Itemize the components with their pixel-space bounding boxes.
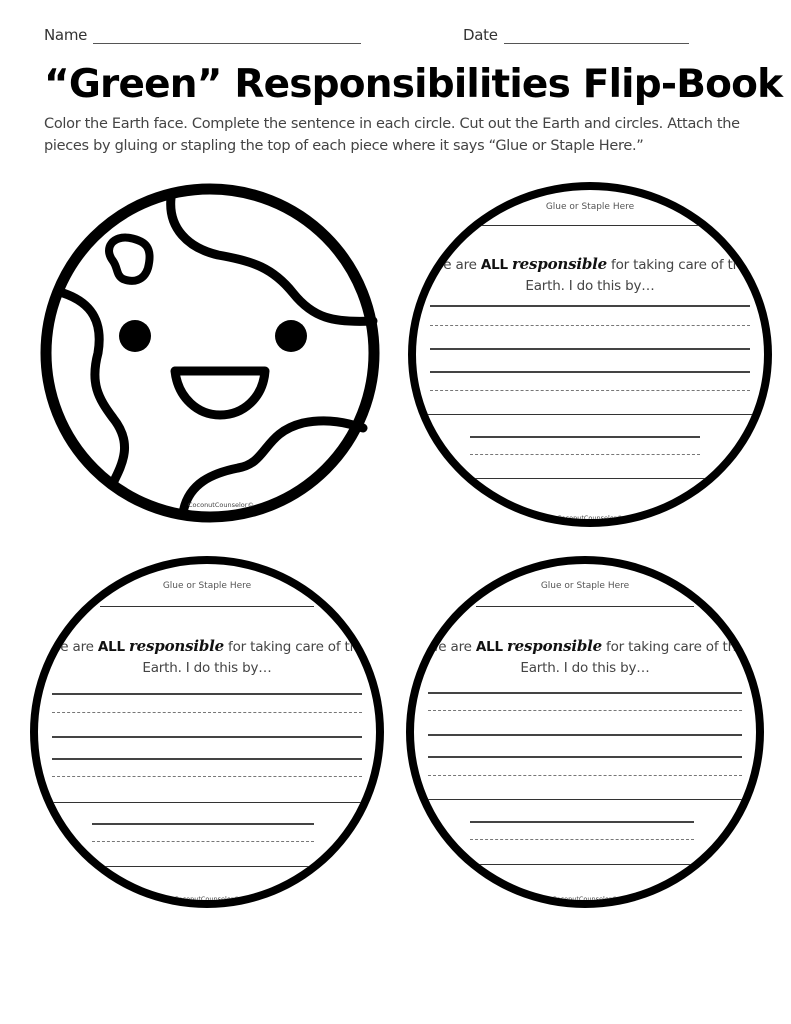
writing-line[interactable] — [428, 734, 742, 736]
writing-line[interactable] — [52, 758, 362, 760]
responsibility-circle-1 — [408, 182, 772, 527]
card-credit: CoconutCounselor© — [552, 895, 618, 903]
name-blank-line[interactable] — [93, 29, 361, 44]
writing-line[interactable] — [472, 864, 698, 865]
responsibility-circle-2 — [30, 556, 384, 908]
writing-line[interactable] — [430, 305, 750, 307]
fold-line — [478, 225, 702, 226]
glue-label: Glue or Staple Here — [162, 581, 252, 591]
card-credit: CoconutCounselor© — [174, 895, 240, 903]
writing-line[interactable] — [472, 478, 708, 479]
page-title: “Green” Responsibilities Flip-Book — [44, 62, 783, 107]
earth-cutout — [38, 183, 382, 523]
writing-line[interactable] — [428, 692, 742, 694]
writing-line[interactable] — [92, 823, 314, 825]
earth-smiley-face-icon — [38, 183, 382, 523]
writing-line[interactable] — [428, 756, 742, 758]
date-label: Date — [463, 26, 498, 44]
date-field[interactable] — [463, 26, 689, 44]
writing-line[interactable] — [48, 802, 366, 803]
prompt-text: We are ALL responsible for taking care of the Earth. I do this by… — [425, 637, 745, 676]
writing-line[interactable] — [424, 799, 746, 800]
name-label: Name — [44, 26, 88, 44]
writing-line[interactable] — [96, 866, 318, 867]
writing-midline — [52, 712, 362, 713]
writing-midline — [470, 454, 700, 455]
writing-midline — [52, 776, 362, 777]
writing-midline — [430, 325, 750, 326]
date-blank-line[interactable] — [504, 29, 689, 44]
writing-line[interactable] — [52, 693, 362, 695]
writing-midline — [430, 390, 750, 391]
writing-midline — [92, 841, 314, 842]
card-credit: CoconutCounselor© — [557, 514, 623, 522]
fold-line — [100, 606, 314, 607]
prompt-text: We are ALL responsible for taking care of the Earth. I do this by… — [430, 255, 750, 294]
writing-line[interactable] — [470, 821, 694, 823]
fold-line — [476, 606, 694, 607]
writing-midline — [470, 839, 694, 840]
instructions: Color the Earth face. Complete the sentence in each circle. Cut out the Earth and circles. Attach the pieces by gluing or stapling the top of each piece where it says “Glue or Staple Here.” — [44, 116, 740, 154]
writing-line[interactable] — [470, 436, 700, 438]
writing-line[interactable] — [430, 348, 750, 350]
writing-line[interactable] — [426, 414, 754, 415]
writing-midline — [428, 775, 742, 776]
earth-credit: CoconutCounselor© — [188, 501, 254, 509]
glue-label: Glue or Staple Here — [545, 202, 635, 212]
writing-line[interactable] — [430, 371, 750, 373]
writing-midline — [428, 710, 742, 711]
writing-line[interactable] — [52, 736, 362, 738]
responsibility-circle-3 — [406, 556, 764, 908]
name-field[interactable] — [44, 26, 361, 44]
glue-label: Glue or Staple Here — [540, 581, 630, 591]
prompt-text: We are ALL responsible for taking care of the Earth. I do this by… — [47, 637, 367, 676]
